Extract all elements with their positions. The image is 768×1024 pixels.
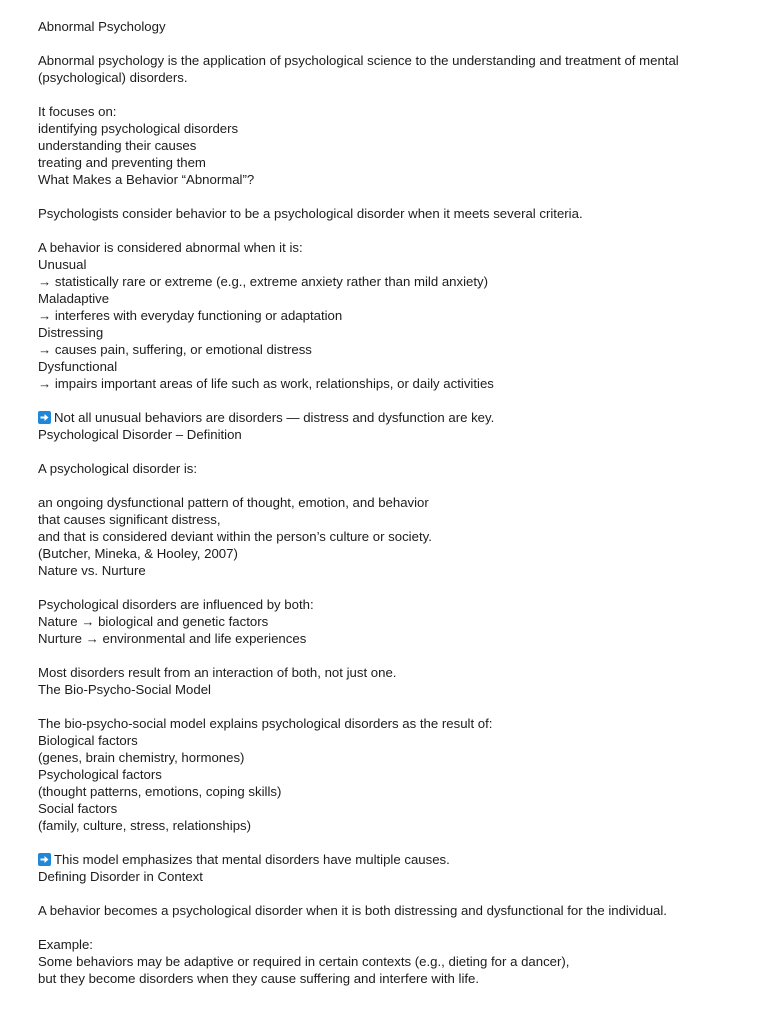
nature-item: Nature → biological and genetic factors (38, 614, 269, 629)
spacer (38, 919, 738, 936)
focus-heading: It focuses on: (38, 104, 117, 119)
key-note (38, 409, 738, 426)
spacer (38, 647, 738, 664)
criterion-term: Distressing (38, 325, 104, 340)
model-note-text: This model emphasizes that mental disorders have multiple causes. (54, 852, 450, 867)
focus-item: understanding their causes (38, 138, 197, 153)
definition-line: that causes significant distress, (38, 512, 221, 527)
factor-name: Psychological factors (38, 767, 162, 782)
criteria-heading: A behavior is considered abnormal when it is: (38, 240, 303, 255)
section-heading-abnormal: What Makes a Behavior “Abnormal”? (38, 172, 255, 187)
section-heading-context: Defining Disorder in Context (38, 869, 203, 884)
example-line: Some behaviors may be adaptive or required in certain contexts (e.g., dieting for a dancer), (38, 954, 570, 969)
section-heading-biopsychosocial: The Bio-Psycho-Social Model (38, 682, 211, 697)
section-heading-nature: Nature vs. Nurture (38, 563, 146, 578)
document-body (38, 18, 738, 987)
right-arrow-icon (38, 853, 51, 866)
nature-intro: Psychological disorders are influenced by both: (38, 597, 314, 612)
document-title: Abnormal Psychology (38, 19, 166, 34)
spacer (38, 222, 738, 239)
criterion-term: Dysfunctional (38, 359, 118, 374)
spacer (38, 35, 738, 52)
factor-examples: (family, culture, stress, relationships) (38, 818, 252, 833)
example-heading: Example: (38, 937, 93, 952)
spacer (38, 477, 738, 494)
criterion-description: → statistically rare or extreme (e.g., extreme anxiety rather than mild anxiety) (38, 274, 489, 289)
spacer (38, 188, 738, 205)
spacer (38, 834, 738, 851)
section-heading-definition: Psychological Disorder – Definition (38, 427, 242, 442)
spacer (38, 392, 738, 409)
spacer (38, 86, 738, 103)
model-note (38, 851, 738, 868)
definition-line: an ongoing dysfunctional pattern of thought, emotion, and behavior (38, 495, 429, 510)
abnormal-intro: Psychologists consider behavior to be a psychological disorder when it meets several criteria. (38, 206, 583, 221)
right-arrow-icon (38, 411, 51, 424)
example-line: but they become disorders when they cause suffering and interfere with life. (38, 971, 480, 986)
criterion-description: → impairs important areas of life such as work, relationships, or daily activities (38, 376, 494, 391)
context-intro: A behavior becomes a psychological disorder when it is both distressing and dysfunctional for the individual. (38, 903, 667, 918)
citation: (Butcher, Mineka, & Hooley, 2007) (38, 546, 238, 561)
definition-intro: A psychological disorder is: (38, 461, 198, 476)
factor-name: Biological factors (38, 733, 138, 748)
spacer (38, 443, 738, 460)
definition-line: and that is considered deviant within the person’s culture or society. (38, 529, 432, 544)
criterion-description: → interferes with everyday functioning or adaptation (38, 308, 343, 323)
key-note-text: Not all unusual behaviors are disorders — distress and dysfunction are key. (54, 410, 495, 425)
spacer (38, 698, 738, 715)
spacer (38, 885, 738, 902)
criterion-term: Maladaptive (38, 291, 110, 306)
spacer (38, 579, 738, 596)
nature-conclusion: Most disorders result from an interaction of both, not just one. (38, 665, 397, 680)
biopsychosocial-intro: The bio-psycho-social model explains psychological disorders as the result of: (38, 716, 493, 731)
criterion-description: → causes pain, suffering, or emotional distress (38, 342, 312, 357)
nurture-item: Nurture → environmental and life experiences (38, 631, 307, 646)
factor-name: Social factors (38, 801, 118, 816)
focus-item: treating and preventing them (38, 155, 206, 170)
focus-item: identifying psychological disorders (38, 121, 239, 136)
factor-examples: (thought patterns, emotions, coping skills) (38, 784, 282, 799)
intro-paragraph: Abnormal psychology is the application of psychological science to the understanding and treatment of mental (psychological) disorders. (38, 53, 683, 85)
criterion-term: Unusual (38, 257, 87, 272)
factor-examples: (genes, brain chemistry, hormones) (38, 750, 245, 765)
